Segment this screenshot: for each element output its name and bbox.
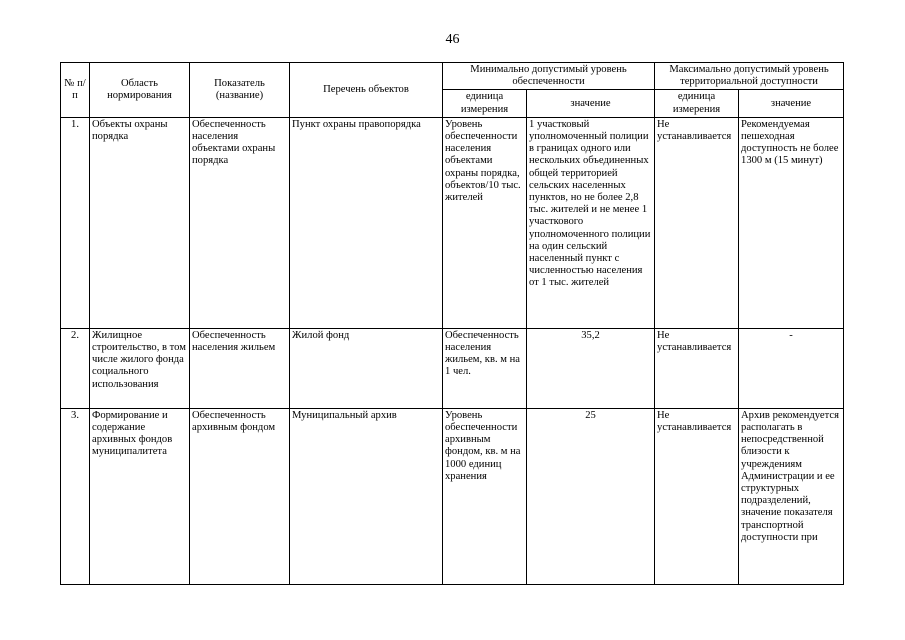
header-min-value: значение [527,90,655,117]
row-min-value: 35,2 [527,328,655,408]
header-max-unit: единица измерения [655,90,739,117]
row-max-value: Архив рекомендуется располагать в непосредственной близости к учреждениям Администрации и ее структурных подразделений, значение показателя транспортной доступности при [739,408,844,584]
row-area: Объекты охраны порядка [90,117,190,328]
row-indicator: Обеспеченность населения объектами охраны порядка [190,117,290,328]
header-num: № п/п [61,63,90,118]
row-min-unit: Обеспеченность населения жильем, кв. м на 1 чел. [443,328,527,408]
row-max-value: - [739,328,844,408]
table-row [61,408,844,584]
header-area: Область нормирования [90,63,190,118]
row-area: Формирование и содержание архивных фондов муниципалитета [90,408,190,584]
page-number: 46 [445,32,460,47]
row-objects: Пункт охраны правопорядка [290,117,443,328]
header-min-level: Минимально допустимый уровень обеспеченности [443,63,655,90]
row-min-value: 1 участковый уполномоченный полиции в границах одного или нескольких объединенных общей территорией сельских населенных пунктов, но не более 2,8 тыс. жителей и не менее 1 участкового уполномоченного полиции на один сельский населенный пункт с численностью населения от 1 тыс. жителей [527,117,655,328]
row-min-value: 25 [527,408,655,584]
header-objects: Перечень объектов [290,63,443,118]
row-num: 1. [61,117,90,328]
row-max-unit: Не устанавливается [655,117,739,328]
norms-table [60,62,844,585]
row-area: Жилищное строительство, в том числе жилого фонда социального использования [90,328,190,408]
header-max-value: значение [739,90,844,117]
row-min-unit: Уровень обеспеченности населения объектами охраны порядка, объектов/10 тыс. жителей [443,117,527,328]
row-min-unit: Уровень обеспеченности архивным фондом, кв. м на 1000 единиц хранения [443,408,527,584]
row-max-unit: Не устанавливается [655,328,739,408]
row-indicator: Обеспеченность населения жильем [190,328,290,408]
row-max-unit: Не устанавливается [655,408,739,584]
row-num: 3. [61,408,90,584]
row-num: 2. [61,328,90,408]
row-indicator: Обеспеченность архивным фондом [190,408,290,584]
table-row [61,328,844,408]
row-objects: Муниципальный архив [290,408,443,584]
row-objects: Жилой фонд [290,328,443,408]
header-indicator: Показатель (название) [190,63,290,118]
header-max-level: Максимально допустимый уровень территориальной доступности [655,63,844,90]
table-row [61,117,844,328]
row-max-value: Рекомендуемая пешеходная доступность не более 1300 м (15 минут) [739,117,844,328]
header-min-unit: единица измерения [443,90,527,117]
